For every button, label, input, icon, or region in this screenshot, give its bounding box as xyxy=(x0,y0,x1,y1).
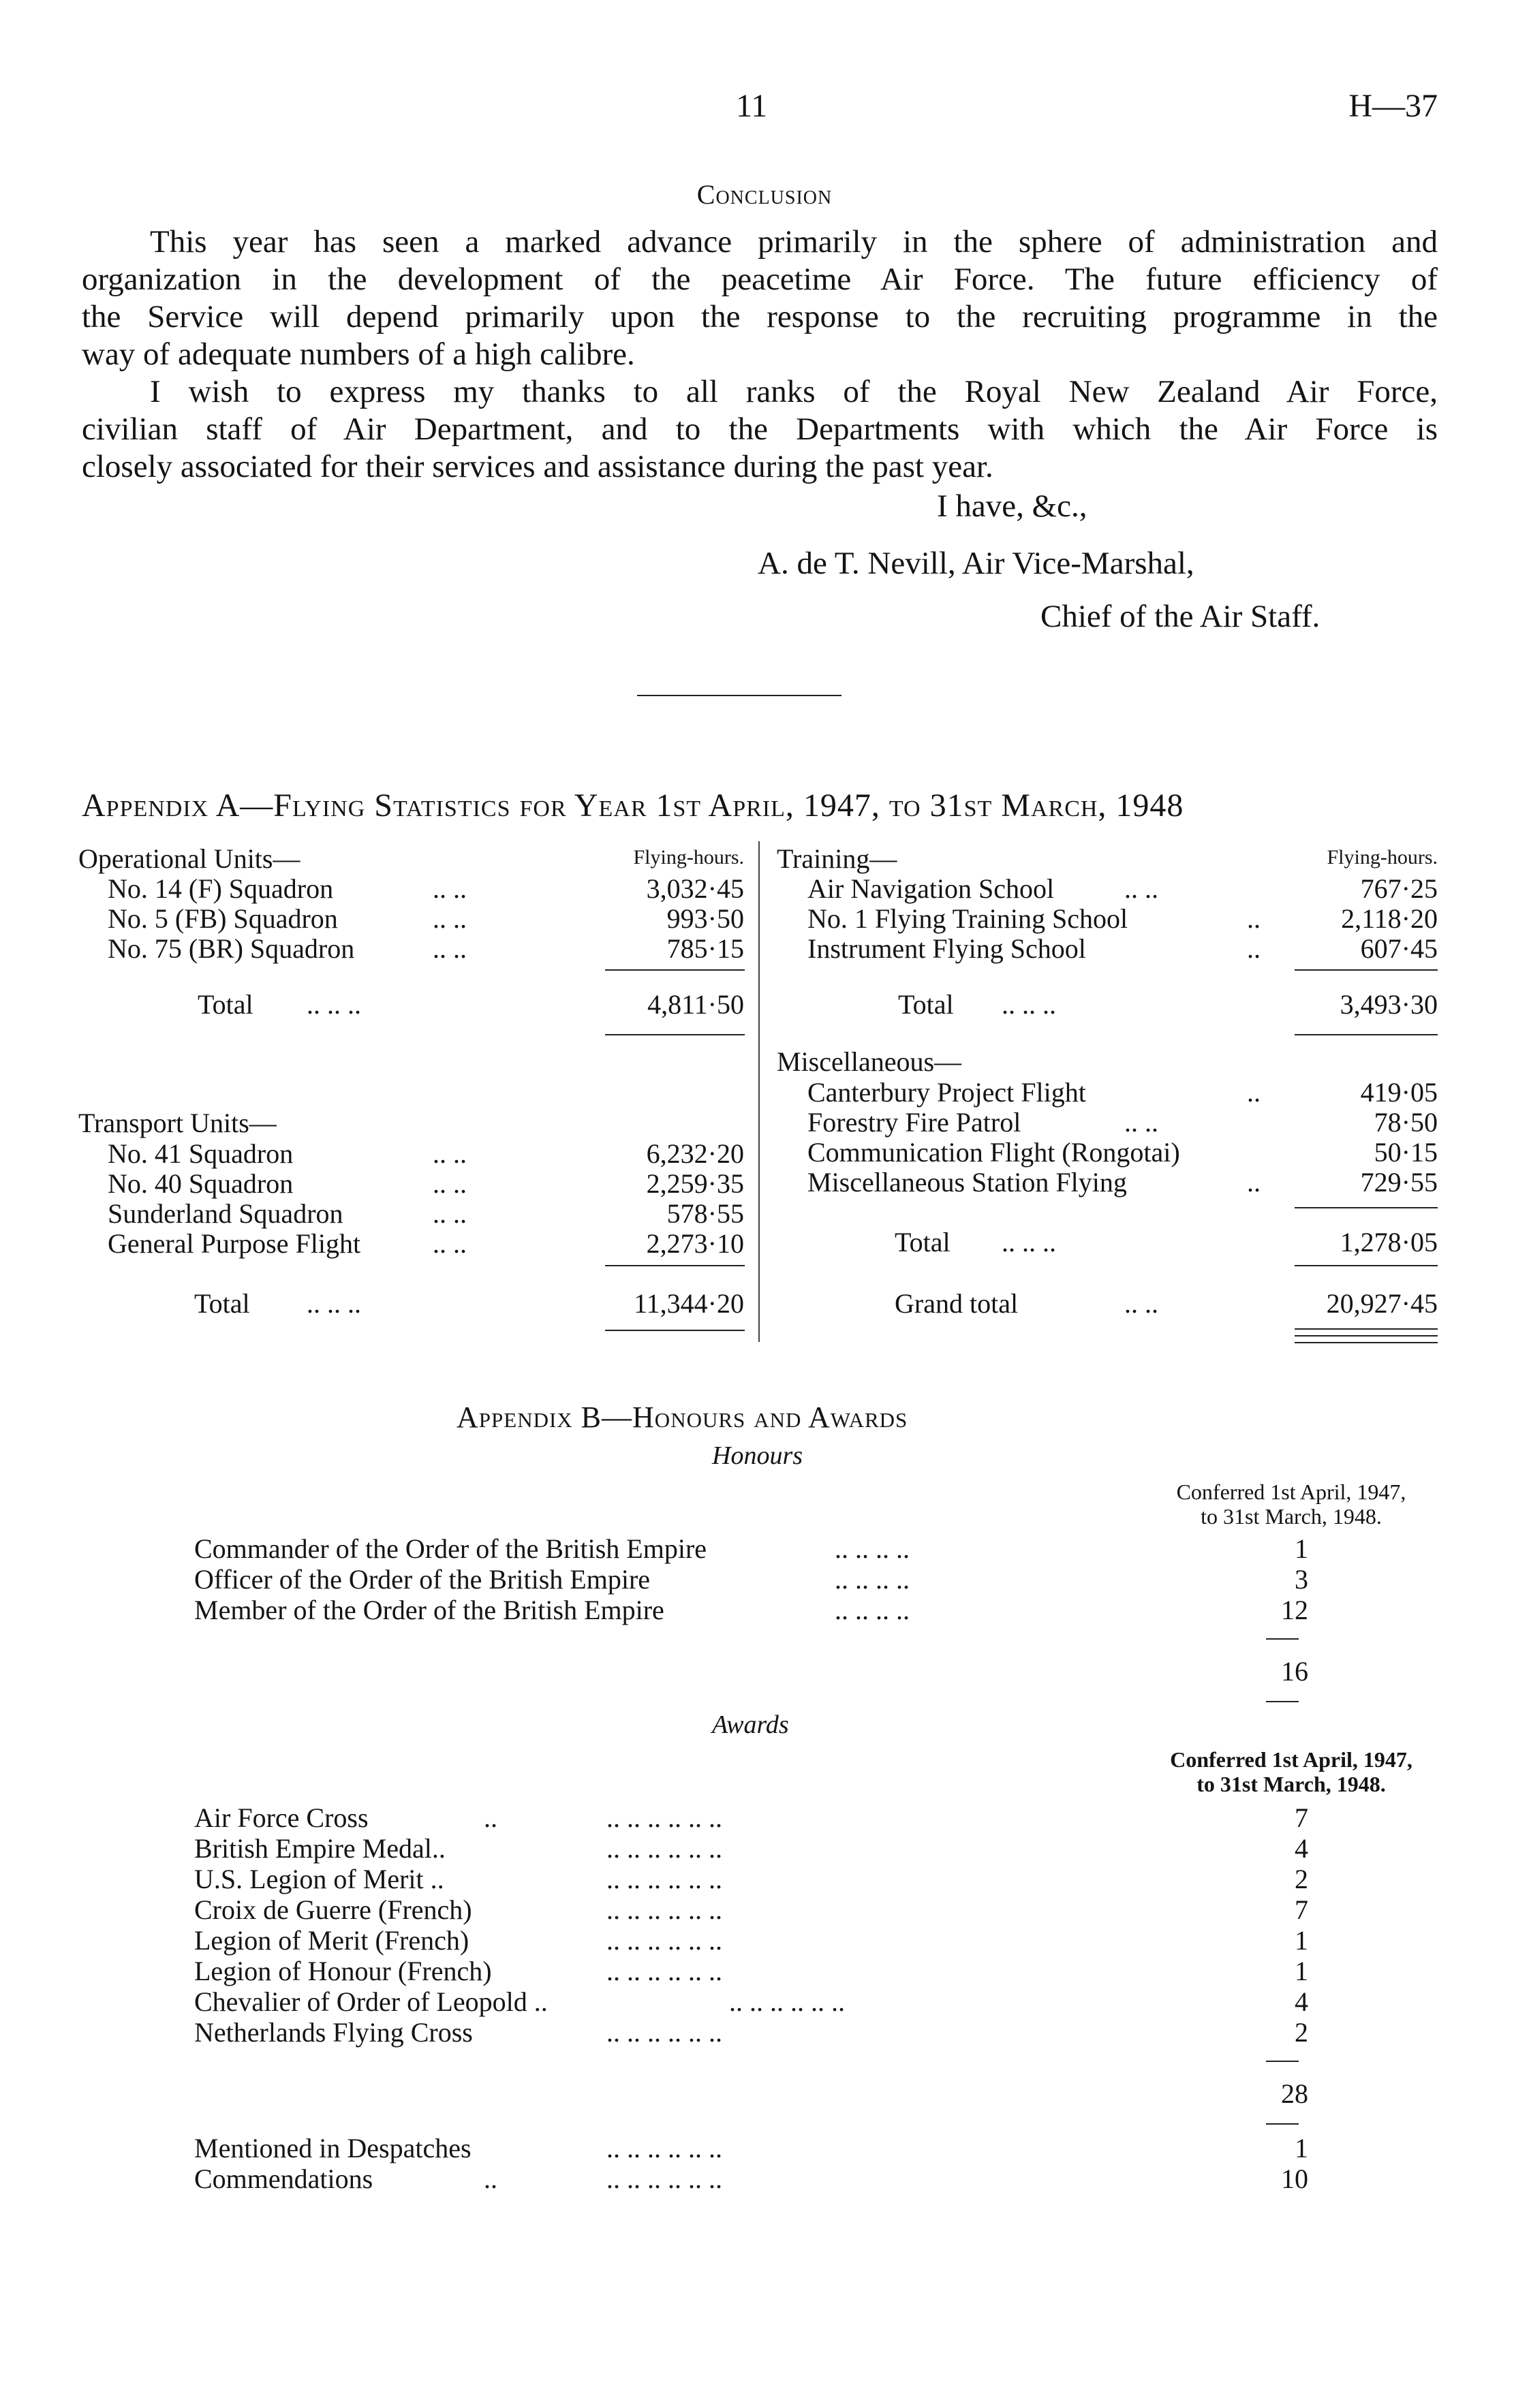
conferred-line: to 31st March, 1948. xyxy=(1196,1772,1386,1796)
honour-count: 1 xyxy=(1295,1533,1308,1564)
conferred-line: Conferred 1st April, 1947, xyxy=(1170,1747,1412,1772)
honour-label: Commander of the Order of the British Empire xyxy=(194,1533,707,1564)
section-divider xyxy=(637,695,841,696)
award-label: Legion of Merit (French) xyxy=(194,1925,469,1956)
unit-label: Instrument Flying School xyxy=(807,933,1086,964)
grand-total-label: Grand total xyxy=(895,1288,1019,1319)
leader-dots: .. .. .. xyxy=(307,1288,361,1319)
conferred-header xyxy=(1131,1480,1451,1529)
transport-total: 11,344·20 xyxy=(634,1288,744,1319)
leader-dots: .. .. xyxy=(433,1138,467,1169)
award-count: 4 xyxy=(1295,1833,1308,1864)
leader-dots: .. .. .. .. .. .. xyxy=(606,1833,722,1864)
unit-label: Forestry Fire Patrol xyxy=(807,1107,1021,1138)
leader-dots: .. .. .. .. .. .. xyxy=(606,2017,722,2048)
award-count: 7 xyxy=(1295,1802,1308,1833)
award-label: Netherlands Flying Cross xyxy=(194,2017,473,2048)
leader-dots: .. .. .. xyxy=(1002,1227,1056,1257)
total-rule xyxy=(1295,1265,1438,1266)
leader-dots: .. xyxy=(484,1802,497,1833)
honour-label: Member of the Order of the British Empire xyxy=(194,1595,664,1625)
unit-label: No. 5 (FB) Squadron xyxy=(108,903,338,934)
unit-label: Miscellaneous Station Flying xyxy=(807,1167,1127,1198)
flying-hours-value: 578·55 xyxy=(666,1198,744,1229)
closing-line: I have, &c., xyxy=(937,488,1087,524)
total-rule xyxy=(1295,969,1438,971)
leader-dots: .. .. .. .. xyxy=(835,1533,910,1564)
leader-dots: .. .. xyxy=(433,1228,467,1259)
text-line: way of adequate numbers of a high calibre. xyxy=(82,337,635,372)
flying-hours-value: 767·25 xyxy=(1360,873,1438,904)
recognition-label: Commendations xyxy=(194,2163,373,2194)
conferred-line: to 31st March, 1948. xyxy=(1201,1504,1382,1529)
unit-label: No. 14 (F) Squadron xyxy=(108,873,334,904)
total-rule xyxy=(1295,1207,1438,1208)
leader-dots: .. .. .. .. .. .. xyxy=(729,1986,845,2017)
leader-dots: .. xyxy=(484,2163,497,2194)
operational-units-heading: Operational Units— xyxy=(78,843,300,874)
unit-label: No. 40 Squadron xyxy=(108,1168,294,1199)
total-rule xyxy=(1266,1638,1299,1640)
appendix-a-title: Appendix A—Flying Statistics for Year 1st April, 1947, to 31st March, 1948 xyxy=(82,787,1184,824)
unit-label: Air Navigation School xyxy=(807,873,1055,904)
leader-dots: .. .. .. xyxy=(1002,989,1056,1020)
awards-heading: Awards xyxy=(712,1710,789,1739)
leader-dots: .. .. .. .. .. .. xyxy=(606,2163,722,2194)
unit-label: No. 75 (BR) Squadron xyxy=(108,933,355,964)
transport-units-heading: Transport Units— xyxy=(78,1108,277,1138)
total-label: Total xyxy=(198,989,253,1020)
training-total: 3,493·30 xyxy=(1340,989,1438,1020)
recognition-label: Mentioned in Despatches xyxy=(194,2133,472,2163)
total-label: Total xyxy=(194,1288,250,1319)
leader-dots: .. .. .. .. .. .. xyxy=(606,1925,722,1956)
unit-label: No. 41 Squadron xyxy=(108,1138,294,1169)
leader-dots: .. .. xyxy=(1124,873,1158,904)
training-heading: Training— xyxy=(777,843,897,874)
flying-hours-value: 785·15 xyxy=(666,933,744,964)
leader-dots: .. .. xyxy=(1124,1288,1158,1319)
leader-dots: .. .. .. .. .. .. xyxy=(606,1802,722,1833)
flying-hours-value: 2,118·20 xyxy=(1341,903,1438,934)
miscellaneous-total: 1,278·05 xyxy=(1340,1227,1438,1257)
flying-hours-value: 993·50 xyxy=(666,903,744,934)
award-count: 1 xyxy=(1295,1956,1308,1986)
leader-dots: .. .. xyxy=(433,1168,467,1199)
total-rule xyxy=(1266,1701,1299,1702)
total-rule xyxy=(605,1034,745,1035)
honour-count: 12 xyxy=(1281,1595,1308,1625)
column-divider xyxy=(758,841,760,1342)
award-count: 7 xyxy=(1295,1894,1308,1925)
total-label: Total xyxy=(898,989,954,1020)
unit-label: General Purpose Flight xyxy=(108,1228,361,1259)
award-label: Legion of Honour (French) xyxy=(194,1956,492,1986)
flying-hours-value: 729·55 xyxy=(1360,1167,1438,1198)
flying-hours-header: Flying-hours. xyxy=(1327,846,1438,869)
award-label: U.S. Legion of Merit .. xyxy=(194,1864,444,1894)
leader-dots: .. .. .. .. xyxy=(835,1564,910,1595)
leader-dots: .. xyxy=(1247,1077,1261,1108)
signatory-title: Chief of the Air Staff. xyxy=(1040,599,1320,634)
flying-hours-value: 607·45 xyxy=(1360,933,1438,964)
award-count: 2 xyxy=(1295,1864,1308,1894)
miscellaneous-heading: Miscellaneous— xyxy=(777,1046,962,1077)
award-label: Air Force Cross xyxy=(194,1802,369,1833)
leader-dots: .. xyxy=(1247,1167,1261,1198)
leader-dots: .. .. xyxy=(433,903,467,934)
leader-dots: .. .. .. .. xyxy=(835,1595,910,1625)
text-line: I wish to express my thanks to all ranks of the Royal New Zealand Air Force, xyxy=(150,374,1438,409)
document-code: H—37 xyxy=(1348,88,1438,124)
text-line: organization in the development of the peacetime Air Force. The future efficiency of xyxy=(82,262,1438,297)
unit-label: Communication Flight (Rongotai) xyxy=(807,1137,1180,1168)
award-label: Croix de Guerre (French) xyxy=(194,1894,472,1925)
total-rule xyxy=(605,969,745,971)
award-label: British Empire Medal.. xyxy=(194,1833,446,1864)
leader-dots: .. .. xyxy=(433,873,467,904)
grand-total: 20,927·45 xyxy=(1326,1288,1438,1319)
leader-dots: .. .. .. .. .. .. xyxy=(606,1894,722,1925)
double-rule xyxy=(1295,1342,1438,1343)
unit-label: Canterbury Project Flight xyxy=(807,1077,1086,1108)
conclusion-paragraph-2 xyxy=(82,373,1438,486)
recognition-count: 1 xyxy=(1295,2133,1308,2163)
text-line: the Service will depend primarily upon the response to the recruiting programme in the xyxy=(82,299,1438,334)
flying-hours-value: 6,232·20 xyxy=(646,1138,744,1169)
signatory: A. de T. Nevill, Air Vice-Marshal, xyxy=(758,546,1194,581)
leader-dots: .. .. xyxy=(433,933,467,964)
honour-label: Officer of the Order of the British Empire xyxy=(194,1564,651,1595)
flying-hours-header: Flying-hours. xyxy=(633,846,744,869)
flying-hours-value: 3,032·45 xyxy=(646,873,744,904)
flying-hours-value: 50·15 xyxy=(1374,1137,1438,1168)
flying-hours-value: 2,273·10 xyxy=(646,1228,744,1259)
text-line: This year has seen a marked advance primarily in the sphere of administration and xyxy=(150,224,1438,260)
total-rule xyxy=(605,1265,745,1266)
honour-count: 3 xyxy=(1295,1564,1308,1595)
page-number: 11 xyxy=(736,88,768,124)
award-label: Chevalier of Order of Leopold .. xyxy=(194,1986,548,2017)
leader-dots: .. .. .. .. .. .. xyxy=(606,2133,722,2163)
leader-dots: .. .. xyxy=(1124,1107,1158,1138)
total-rule xyxy=(1266,2123,1299,2125)
flying-hours-value: 419·05 xyxy=(1360,1077,1438,1108)
text-line: civilian staff of Air Department, and to the Departments with which the Air Force is xyxy=(82,411,1438,447)
award-count: 1 xyxy=(1295,1925,1308,1956)
flying-hours-value: 2,259·35 xyxy=(646,1168,744,1199)
total-label: Total xyxy=(895,1227,951,1257)
award-count: 4 xyxy=(1295,1986,1308,2017)
leader-dots: .. .. .. .. .. .. xyxy=(606,1956,722,1986)
flying-hours-value: 78·50 xyxy=(1374,1107,1438,1138)
leader-dots: .. xyxy=(1247,903,1261,934)
honours-heading: Honours xyxy=(712,1441,803,1470)
unit-label: Sunderland Squadron xyxy=(108,1198,343,1229)
honours-total: 16 xyxy=(1281,1656,1308,1687)
double-rule xyxy=(1295,1328,1438,1330)
appendix-b-title: Appendix B—Honours and Awards xyxy=(457,1401,908,1434)
leader-dots: .. xyxy=(1247,933,1261,964)
conferred-header xyxy=(1131,1747,1451,1796)
total-rule xyxy=(605,1330,745,1331)
text-line: closely associated for their services and assistance during the past year. xyxy=(82,449,993,484)
total-rule xyxy=(1266,2061,1299,2062)
leader-dots: .. .. xyxy=(433,1198,467,1229)
total-rule xyxy=(1295,1034,1438,1035)
recognition-count: 10 xyxy=(1281,2163,1308,2194)
leader-dots: .. .. .. xyxy=(307,989,361,1020)
conclusion-heading: Conclusion xyxy=(696,179,833,210)
unit-label: No. 1 Flying Training School xyxy=(807,903,1128,934)
double-rule xyxy=(1295,1335,1438,1336)
conferred-line: Conferred 1st April, 1947, xyxy=(1176,1480,1406,1504)
conclusion-paragraph-1 xyxy=(82,223,1438,373)
awards-total: 28 xyxy=(1281,2078,1308,2109)
leader-dots: .. .. .. .. .. .. xyxy=(606,1864,722,1894)
operational-total: 4,811·50 xyxy=(647,989,744,1020)
award-count: 2 xyxy=(1295,2017,1308,2048)
